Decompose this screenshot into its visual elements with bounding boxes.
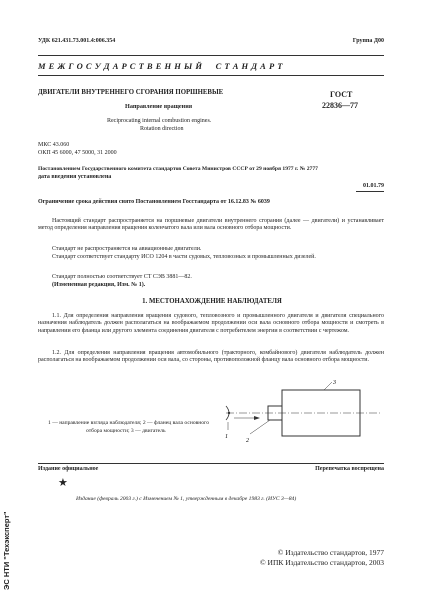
gost-number: 22836—77 (322, 101, 358, 110)
figure-caption-line1: 1 — направление взгляда наблюдателя; 2 — фланец вала основного (48, 420, 210, 426)
decree-line2: дата введения установлена (38, 174, 112, 180)
banner-rule (38, 75, 384, 76)
section-1-paragraph-2: 1.2. Для определения направления вращения автомобильного (тракторного, комбайнового) двигателя наблюдатель должен располагаться на воображаемом продолжении оси вала, со стороны, противоположной фланцу вала основного отбора мощности. (38, 350, 384, 364)
document-title: ДВИГАТЕЛИ ВНУТРЕННЕГО СГОРАНИЯ ПОРШНЕВЫЕ (38, 89, 224, 96)
section-1-paragraph-1: 1.1. Для определения направления вращения судового, тепловозного и промышленного двигателя и двигателя специального назначения наблюдатель должен располагаться на воображаемом продолжении оси вала основного отбора мощности и смотреть в направлении его фланца или другого элемента соединения двигателя с потребителем энергии в соответствии с чертежом. (38, 313, 384, 334)
copyright-1977: © Издательство стандартов, 1977 (277, 548, 384, 557)
section-1-heading: 1. МЕСТОНАХОЖДЕНИЕ НАБЛЮДАТЕЛЯ (142, 298, 282, 305)
official-edition-label: Издание официальное (38, 466, 99, 472)
decree-line1: Постановлением Государственного комитета стандартов Совета Министров СССР от 29 ноября 1977 г. № 2777 (38, 166, 318, 172)
validity-limit-note: Ограничение срока действия снято Постановлением Госстандарта от 16.12.83 № 6039 (38, 199, 270, 205)
callout-2: 2 (246, 438, 249, 444)
figure-caption-line2: отбора мощности; 3 — двигатель (86, 428, 166, 434)
okp-code: ОКП 45 6000, 47 5000, 31 2000 (38, 150, 117, 156)
english-title-line2: Rotation direction (140, 126, 184, 132)
intro-amendment-note: (Измененная редакция, Изм. № 1). (52, 282, 146, 288)
copyright-2003: © ИПК Издательство стандартов, 2003 (259, 558, 384, 567)
intro-paragraph-scope: Настоящий стандарт распространяется на поршневые двигатели внутреннего сгорания (далее — двигатели) и устанавливает метод определения направления вращения коленчатого вала или вала основного отбора мощности. (38, 218, 384, 232)
introduction-date: 01.01.79 (363, 183, 384, 189)
intro-paragraph-sev: Стандарт полностью соответствует СТ СЭВ 3881—82. (52, 274, 192, 280)
star-icon: ★ (58, 477, 68, 489)
intro-paragraph-iso: Стандарт соответствует стандарту ИСО 1204 в части судовых, тепловозных и промышленных дизелей. (52, 254, 316, 260)
reprint-prohibited-label: Перепечатка воспрещена (315, 466, 384, 472)
intro-paragraph-exclusion: Стандарт не распространяется на авиационные двигатели. (52, 246, 202, 252)
leader-2 (250, 420, 270, 434)
view-arrow-head (254, 416, 260, 420)
callout-3: 3 (333, 380, 336, 386)
date-underline (356, 191, 384, 192)
side-stamp (2, 480, 14, 590)
mks-code: МКС 43.060 (38, 142, 70, 148)
stamp-text: ЭС НТИ "Техэксперт" (2, 511, 11, 590)
standard-banner: М Е Ж Г О С У Д А Р С Т В Е Н Н Ы Й С Т А Н Д А Р Т (38, 61, 283, 71)
leader-3 (324, 382, 332, 390)
group-code: Группа Д00 (352, 38, 384, 44)
top-rule (38, 55, 384, 56)
observer-pupil (228, 412, 230, 414)
document-subtitle: Направление вращения (125, 103, 193, 110)
gost-label: ГОСТ (330, 90, 353, 99)
observer-position-drawing (220, 378, 390, 458)
udk-code: УДК 621.431.73.001.4:006.354 (38, 38, 116, 44)
english-title-line1: Reciprocating internal combustion engines. (107, 118, 212, 124)
callout-1: 1 (225, 434, 228, 440)
footer-rule (38, 463, 384, 464)
edition-note: Издание (февраль 2003 г.) с Изменением № 1, утвержденным в декабре 1983 г. (ИУС 3—84) (76, 496, 297, 502)
